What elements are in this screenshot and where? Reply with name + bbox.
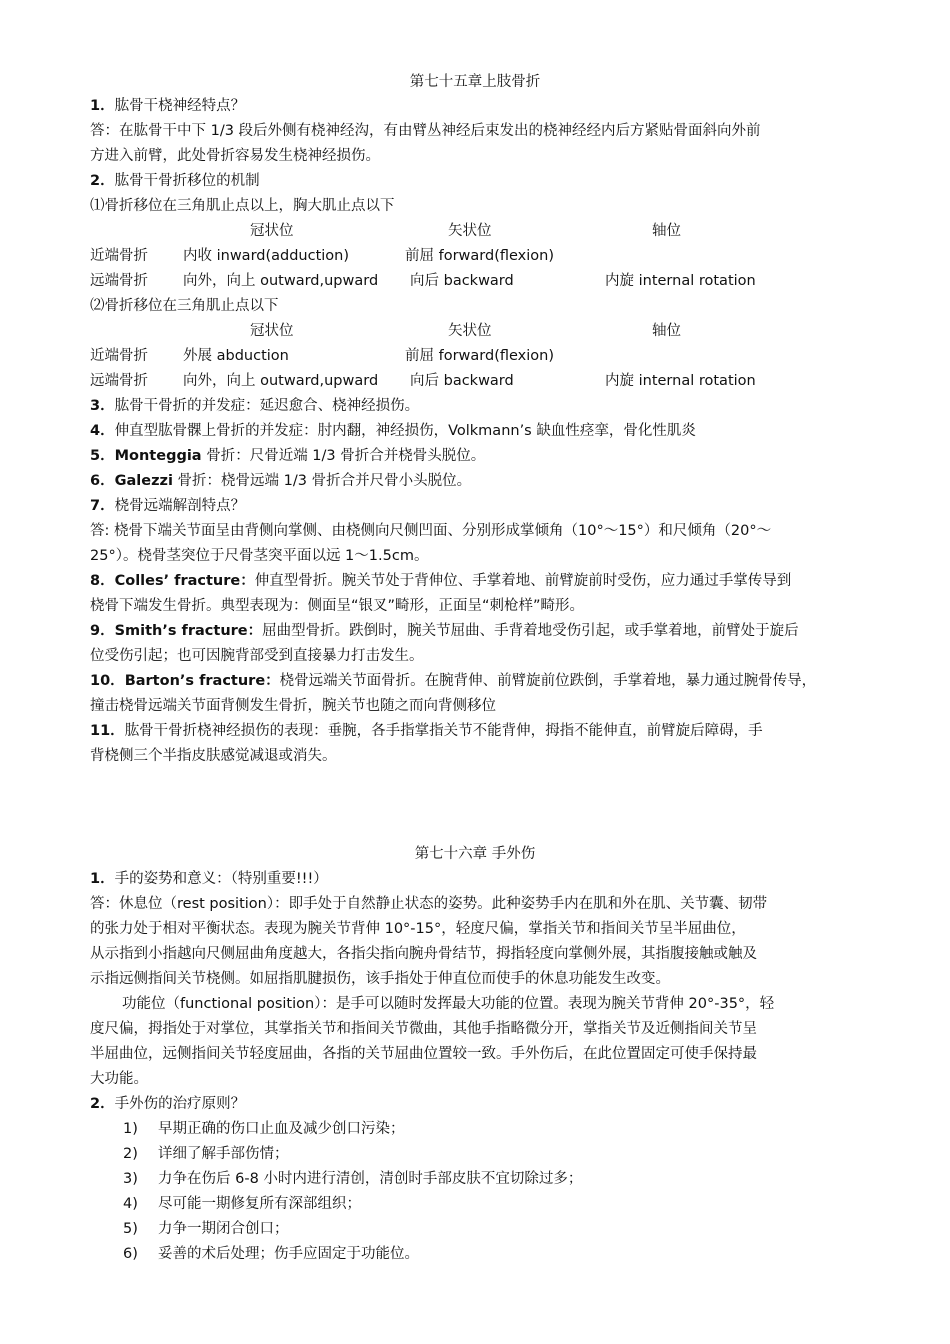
ch75-q3 — [90, 396, 419, 416]
q-text: 桡骨远端关节面骨折。在腕背伸、前臂旋前位跌倒，手掌着地，暴力通过腕骨传导， — [279, 673, 817, 689]
q-term: Galezzi — [114, 473, 173, 489]
ch76-q1 — [90, 869, 328, 889]
q-term: Colles’ fracture： — [114, 573, 255, 589]
q-number: 8． — [90, 573, 115, 589]
table2-row2-sagittal: 向后 backward — [410, 373, 514, 389]
chapter-75-title: 第七十五章上肢骨折 — [409, 74, 541, 90]
principle-number: 4) — [123, 1196, 138, 1212]
table1-row2-label: 远端骨折 — [90, 273, 148, 289]
ch75-q8 — [90, 571, 791, 591]
table2-header-sagittal: 矢状位 — [448, 323, 492, 339]
ch75-a7-line1: 答: 桡骨下端关节面呈由背侧向掌侧、由桡侧向尺侧凹面、分别形成掌倾角（10°～15°）和尺倾角（20°～ — [90, 523, 772, 539]
ch75-q7 — [90, 496, 245, 516]
principle-text: 力争在伤后 6-8 小时内进行清创，清创时手部皮肤不宜切除过多； — [158, 1171, 583, 1187]
table2-row2-axial: 内旋 internal rotation — [605, 373, 756, 389]
table1-row1-coronal: 内收 inward(adduction) — [183, 248, 350, 264]
principle-number: 1) — [123, 1121, 138, 1137]
q-text: 伸直型骨折。腕关节处于背伸位、手掌着地、前臂旋前时受伤，应力通过手掌传导到 — [254, 573, 792, 589]
table2-row1-sagittal: 前屈 forward(flexion) — [405, 348, 554, 364]
chapter-76-title: 第七十六章 手外伤 — [414, 846, 536, 862]
q-text: 肱骨干骨折桡神经损伤的表现：垂腕，各手指掌指关节不能背伸，拇指不能伸直，前臂旋后障碍，手 — [124, 723, 763, 739]
rest-position-line3: 从示指到小指越向尺侧屈曲角度越大，各指尖指向腕舟骨结节，拇指轻度向掌侧外展，其指腹接触或触及 — [90, 946, 757, 962]
ch75-q10-cont: 撞击桡骨远端关节面背侧发生骨折，腕关节也随之而向背侧移位 — [90, 698, 496, 714]
q-text: 屈曲型骨折。跌倒时，腕关节屈曲、手背着地受伤引起，或手掌着地，前臂处于旋后 — [262, 623, 799, 639]
table1-row1-label: 近端骨折 — [90, 248, 148, 264]
principle-text: 早期正确的伤口止血及减少创口污染； — [158, 1121, 405, 1137]
ch75-q1 — [90, 96, 245, 116]
principle-text: 妥善的术后处理；伤手应固定于功能位。 — [158, 1246, 419, 1262]
q-number: 5． — [90, 448, 115, 464]
functional-position-line2: 度尺偏，拇指处于对掌位，其掌指关节和指间关节微曲，其他手指略微分开，掌指关节及近侧指间关节呈 — [90, 1021, 757, 1037]
q-number: 4． — [90, 423, 115, 439]
ch75-q9 — [90, 621, 799, 641]
functional-position-line1: 功能位（functional position）：是手可以随时发挥最大功能的位置。表现为腕关节背伸 20°-35°，轻 — [122, 996, 775, 1012]
ch75-q6 — [90, 471, 471, 491]
rest-position-line1: 答：休息位（rest position）：即手处于自然静止状态的姿势。此种姿势手内在肌和外在肌、关节囊、韧带 — [90, 896, 768, 912]
ch75-q4 — [90, 421, 696, 441]
rest-position-line2: 的张力处于相对平衡状态。表现为腕关节背伸 10°-15°，轻度尺偏，掌指关节和指间关节呈半屈曲位， — [90, 921, 746, 937]
table1-header-sagittal: 矢状位 — [448, 223, 492, 239]
table1-row2-sagittal: 向后 backward — [410, 273, 514, 289]
table2-row2-label: 远端骨折 — [90, 373, 148, 389]
table1-row1-sagittal: 前屈 forward(flexion) — [405, 248, 554, 264]
table1-header-coronal: 冠状位 — [250, 223, 294, 239]
q-number: 7． — [90, 498, 115, 514]
q-number: 10． — [90, 673, 125, 689]
ch75-q5 — [90, 446, 485, 466]
q-number: 1． — [90, 871, 115, 887]
q-term: Barton’s fracture： — [124, 673, 280, 689]
q-number: 1． — [90, 98, 115, 114]
ch75-q2 — [90, 171, 260, 191]
ch75-a1-line2: 方进入前臂，此处骨折容易发生桡神经损伤。 — [90, 148, 380, 164]
rest-position-line4: 示指远侧指间关节桡侧。如屈指肌腱损伤，该手指处于伸直位而使手的休息功能发生改变。 — [90, 971, 670, 987]
table2-row2-coronal: 向外，向上 outward,upward — [183, 373, 379, 389]
q-text: 肱骨干骨折移位的机制 — [114, 173, 260, 189]
ch75-q11 — [90, 721, 763, 741]
principle-number: 6) — [123, 1246, 138, 1262]
ch75-a7-line2: 25°）。桡骨茎突位于尺骨茎突平面以远 1～1.5cm。 — [90, 548, 429, 564]
case1-title: ⑴骨折移位在三角肌止点以上，胸大肌止点以下 — [90, 198, 395, 214]
principle-text: 尽可能一期修复所有深部组织； — [158, 1196, 361, 1212]
table2-header-axial: 轴位 — [652, 323, 681, 339]
q-number: 3． — [90, 398, 115, 414]
q-term: Smith’s fracture： — [114, 623, 263, 639]
q-text: 骨折：尺骨近端 1/3 骨折合并桡骨头脱位。 — [201, 448, 486, 464]
ch75-q9-cont: 位受伤引起；也可因腕背部受到直接暴力打击发生。 — [90, 648, 424, 664]
q-text: 桡骨远端解剖特点？ — [114, 498, 246, 514]
case2-title: ⑵骨折移位在三角肌止点以下 — [90, 298, 279, 314]
q-text: 肱骨干桡神经特点？ — [114, 98, 246, 114]
ch75-q8-cont: 桡骨下端发生骨折。典型表现为：侧面呈“银叉”畸形，正面呈“刺枪样”畸形。 — [90, 598, 585, 614]
table2-header-coronal: 冠状位 — [250, 323, 294, 339]
q-term: Monteggia — [114, 448, 202, 464]
q-number: 9． — [90, 623, 115, 639]
q-number: 6． — [90, 473, 115, 489]
table2-row1-label: 近端骨折 — [90, 348, 148, 364]
table1-header-axial: 轴位 — [652, 223, 681, 239]
q-text: 手外伤的治疗原则？ — [114, 1096, 246, 1112]
q-number: 11． — [90, 723, 125, 739]
principle-number: 2) — [123, 1146, 138, 1162]
q-text: 伸直型肱骨髁上骨折的并发症：肘内翻，神经损伤，Volkmann’s 缺血性痉挛，骨化性肌炎 — [114, 423, 696, 439]
ch75-q10 — [90, 671, 816, 691]
q-text: 骨折：桡骨远端 1/3 骨折合并尺骨小头脱位。 — [172, 473, 472, 489]
principle-number: 3) — [123, 1171, 138, 1187]
table1-row2-coronal: 向外，向上 outward,upward — [183, 273, 379, 289]
ch75-a1-line1: 答：在肱骨干中下 1/3 段后外侧有桡神经沟，有由臂丛神经后束发出的桡神经经内后方紧贴骨面斜向外前 — [90, 123, 761, 139]
principle-number: 5) — [123, 1221, 138, 1237]
q-number: 2． — [90, 173, 115, 189]
q-number: 2． — [90, 1096, 115, 1112]
q-text: 肱骨干骨折的并发症：延迟愈合、桡神经损伤。 — [114, 398, 420, 414]
principle-text: 详细了解手部伤情； — [158, 1146, 289, 1162]
functional-position-line3: 半屈曲位，远侧指间关节轻度屈曲，各指的关节屈曲位置较一致。手外伤后，在此位置固定可使手保持最 — [90, 1046, 757, 1062]
ch75-q11-cont: 背桡侧三个半指皮肤感觉减退或消失。 — [90, 748, 337, 764]
q-text: 手的姿势和意义：（特别重要!!!） — [114, 871, 328, 887]
ch76-q2 — [90, 1094, 245, 1114]
functional-position-line4: 大功能。 — [90, 1071, 148, 1087]
table2-row1-coronal: 外展 abduction — [183, 348, 289, 364]
principle-text: 力争一期闭合创口； — [158, 1221, 289, 1237]
table1-row2-axial: 内旋 internal rotation — [605, 273, 756, 289]
